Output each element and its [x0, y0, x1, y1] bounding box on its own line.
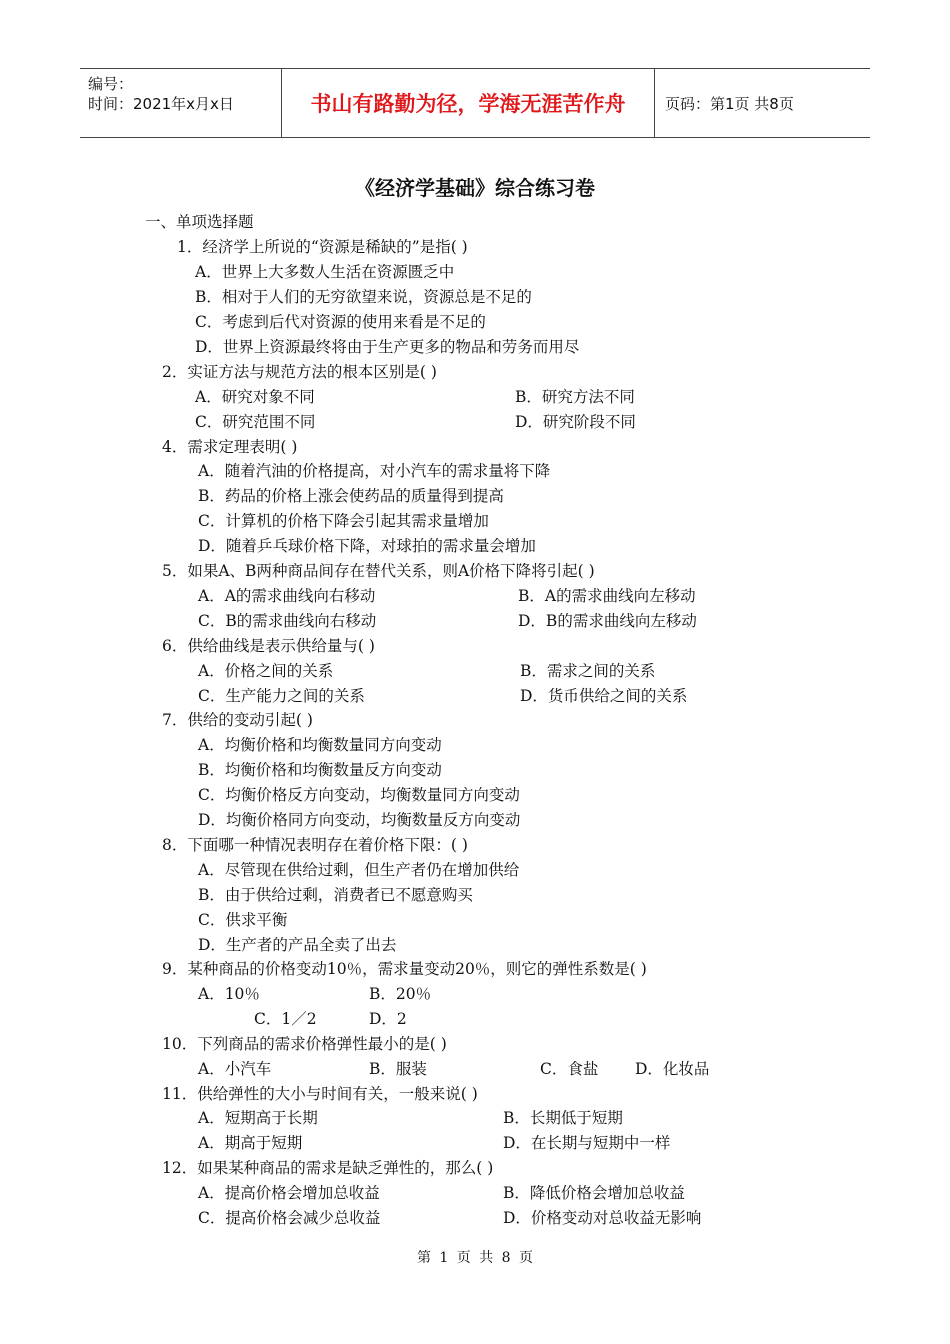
question-2-option-a: A．研究对象不同: [195, 388, 315, 406]
question-11-option-b: B．长期低于短期: [503, 1109, 623, 1127]
question-9-option-b: B．20％: [369, 985, 432, 1003]
question-2-stem: 2．实证方法与规范方法的根本区别是( ): [162, 363, 437, 381]
question-1-stem: 1．经济学上所说的“资源是稀缺的”是指( ): [177, 238, 468, 256]
question-10-stem: 10．下列商品的需求价格弹性最小的是( ): [162, 1035, 447, 1053]
question-12-option-d: D．价格变动对总收益无影响: [503, 1209, 702, 1227]
question-8-option-a: A．尽管现在供给过剩，但生产者仍在增加供给: [198, 861, 520, 879]
question-7-option-d: D．均衡价格同方向变动，均衡数量反方向变动: [198, 811, 521, 829]
header-number: 编号：: [88, 75, 134, 93]
question-7-option-b: B．均衡价格和均衡数量反方向变动: [198, 761, 442, 779]
question-1-option-d: D．世界上资源最终将由于生产更多的物品和劳务而用尽: [195, 338, 580, 356]
question-5-option-c: C．B的需求曲线向右移动: [198, 612, 377, 630]
page-header: [80, 68, 870, 138]
question-12-option-b: B．降低价格会增加总收益: [503, 1184, 685, 1202]
question-12-option-c: C．提高价格会减少总收益: [198, 1209, 381, 1227]
question-9-stem: 9．某种商品的价格变动10％，需求量变动20％，则它的弹性系数是( ): [162, 960, 647, 978]
question-9-option-c: C．1／2: [254, 1010, 317, 1028]
question-4-option-c: C．计算机的价格下降会引起其需求量增加: [198, 512, 489, 530]
question-11-option-d: D．在长期与短期中一样: [503, 1134, 671, 1152]
section-heading: 一、单项选择题: [145, 213, 254, 231]
question-12-option-a: A．提高价格会增加总收益: [198, 1184, 380, 1202]
question-10-option-b: B．服装: [369, 1060, 427, 1078]
question-1-option-b: B．相对于人们的无穷欲望来说，资源总是不足的: [195, 288, 532, 306]
page-footer: 第 1 页 共 8 页: [416, 1250, 534, 1266]
question-6-option-d: D．货币供给之间的关系: [520, 687, 688, 705]
question-6-stem: 6．供给曲线是表示供给量与( ): [162, 637, 375, 655]
question-10-option-d: D．化妆品: [635, 1060, 710, 1078]
question-5-option-b: B．A的需求曲线向左移动: [518, 587, 696, 605]
question-7-stem: 7．供给的变动引起( ): [162, 711, 313, 729]
question-1-option-c: C．考虑到后代对资源的使用来看是不足的: [195, 313, 486, 331]
header-motto: 书山有路勤为径，学海无涯苦作舟: [281, 69, 655, 137]
question-4-option-b: B．药品的价格上涨会使药品的质量得到提高: [198, 487, 504, 505]
question-11-stem: 11．供给弹性的大小与时间有关，一般来说( ): [162, 1085, 478, 1103]
question-2-option-b: B．研究方法不同: [515, 388, 635, 406]
question-11-option-a: A．短期高于长期: [198, 1109, 318, 1127]
header-info: [80, 69, 280, 137]
question-4-option-d: D．随着乒乓球价格下降，对球拍的需求量会增加: [198, 537, 536, 555]
question-10-option-c: C．食盐: [540, 1060, 599, 1078]
question-4-option-a: A．随着汽油的价格提高，对小汽车的需求量将下降: [198, 462, 551, 480]
header-page-info: 页码：第1页 共8页: [665, 94, 794, 113]
question-7-option-a: A．均衡价格和均衡数量同方向变动: [198, 736, 442, 754]
question-6-option-c: C．生产能力之间的关系: [198, 687, 365, 705]
question-8-stem: 8．下面哪一种情况表明存在着价格下限：( ): [162, 836, 468, 854]
question-10-option-a: A．小汽车: [198, 1060, 272, 1078]
question-8-option-c: C．供求平衡: [198, 911, 288, 929]
question-6-option-b: B．需求之间的关系: [520, 662, 656, 680]
question-6-option-a: A．价格之间的关系: [198, 662, 334, 680]
question-5-option-a: A．A的需求曲线向右移动: [198, 587, 376, 605]
question-9-option-a: A．10％: [198, 985, 260, 1003]
document-title: 《经济学基础》综合练习卷: [355, 176, 595, 200]
question-8-option-b: B．由于供给过剩，消费者已不愿意购买: [198, 886, 473, 904]
question-8-option-d: D．生产者的产品全卖了出去: [198, 936, 397, 954]
question-2-option-c: C．研究范围不同: [195, 413, 316, 431]
question-4-stem: 4．需求定理表明( ): [162, 438, 298, 456]
question-12-stem: 12．如果某种商品的需求是缺乏弹性的，那么( ): [162, 1159, 494, 1177]
question-9-option-d: D．2: [369, 1010, 407, 1028]
question-5-stem: 5．如果A、B两种商品间存在替代关系，则A价格下降将引起( ): [162, 562, 595, 580]
header-time: 时间：2021年x月x日: [88, 95, 234, 113]
question-5-option-d: D．B的需求曲线向左移动: [518, 612, 697, 630]
question-7-option-c: C．均衡价格反方向变动，均衡数量同方向变动: [198, 786, 520, 804]
question-1-option-a: A．世界上大多数人生活在资源匮乏中: [195, 263, 455, 281]
question-11-option-c: A．期高于短期: [198, 1134, 303, 1152]
question-2-option-d: D．研究阶段不同: [515, 413, 636, 431]
